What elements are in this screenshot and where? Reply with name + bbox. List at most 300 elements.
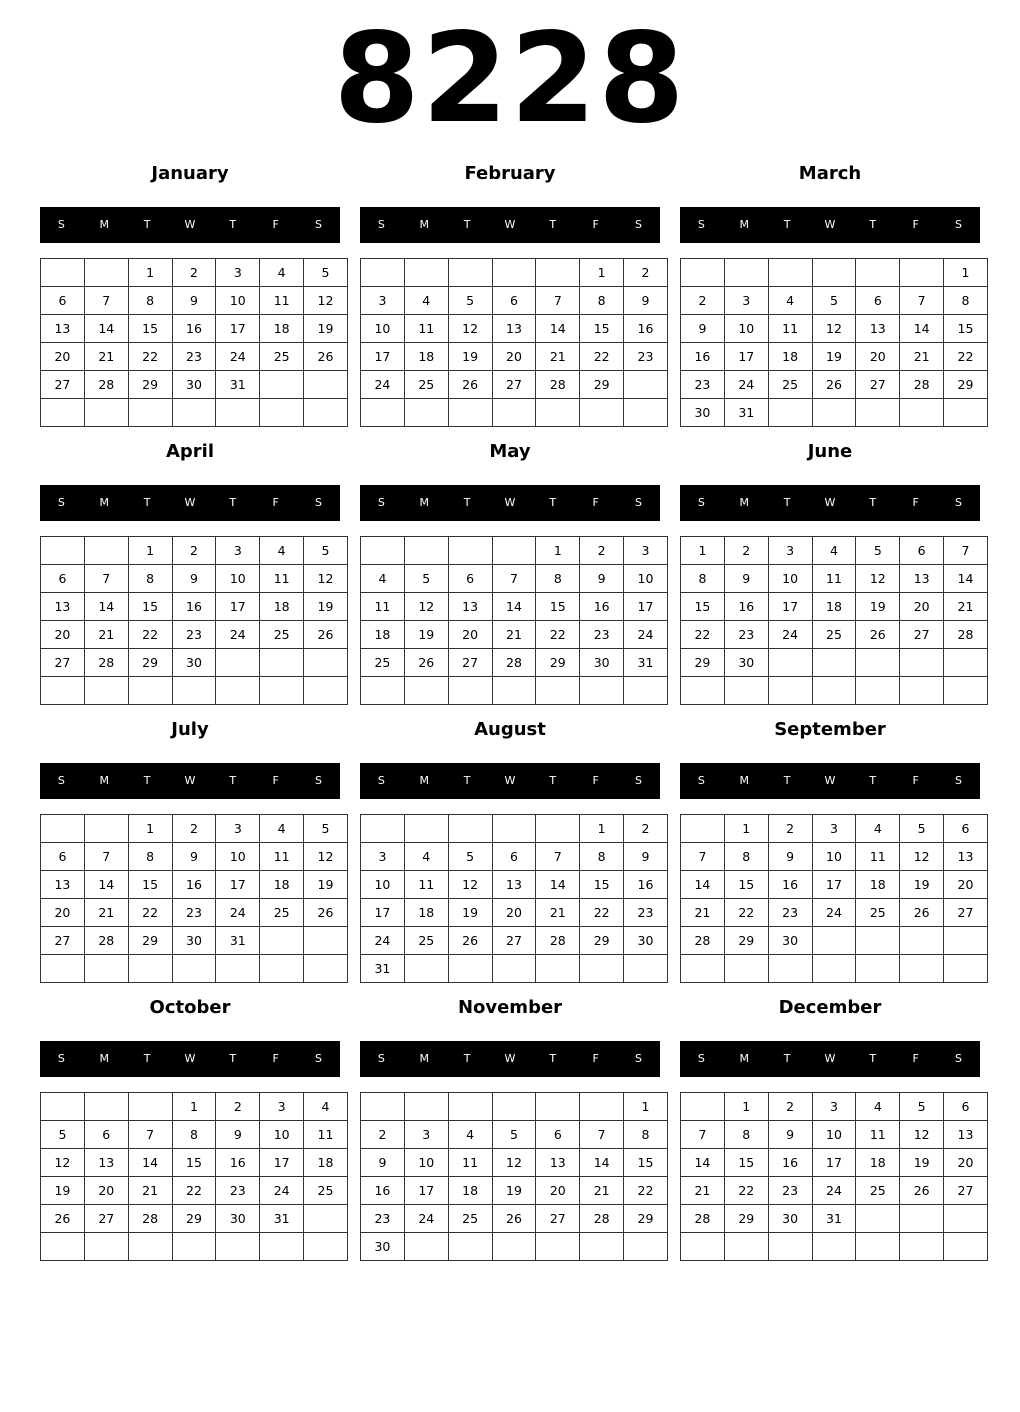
weekday-label: T	[229, 496, 237, 509]
day-cell: 20	[944, 1149, 988, 1177]
day-cell: 21	[84, 343, 128, 371]
day-cell: 10	[216, 843, 260, 871]
day-cell	[128, 1093, 172, 1121]
day-cell	[304, 927, 348, 955]
weekday-label: T	[463, 1052, 471, 1065]
day-cell	[404, 955, 448, 983]
day-cell: 3	[812, 815, 856, 843]
day-cell	[856, 649, 900, 677]
day-cell	[536, 677, 580, 705]
day-cell: 7	[84, 287, 128, 315]
day-cell: 11	[404, 871, 448, 899]
day-cell: 30	[681, 399, 725, 427]
day-cell: 5	[304, 259, 348, 287]
week-row	[681, 371, 988, 399]
weekday-label: S	[57, 1052, 65, 1065]
weekday-header	[360, 1041, 660, 1077]
day-cell	[580, 677, 624, 705]
month-name: June	[807, 441, 853, 462]
day-cell: 31	[361, 955, 405, 983]
day-cell	[41, 259, 85, 287]
weekday-label: S	[377, 774, 385, 787]
weekday-label: T	[549, 496, 557, 509]
day-cell	[41, 815, 85, 843]
day-cell: 23	[361, 1205, 405, 1233]
day-cell: 14	[84, 871, 128, 899]
weekday-label: W	[824, 774, 836, 787]
day-cell: 25	[260, 899, 304, 927]
day-cell: 18	[304, 1149, 348, 1177]
day-cell: 22	[580, 343, 624, 371]
day-cell: 13	[856, 315, 900, 343]
weekday-label: W	[824, 1052, 836, 1065]
day-cell	[900, 649, 944, 677]
month-name: August	[474, 719, 546, 740]
day-cell	[216, 955, 260, 983]
day-cell: 29	[128, 371, 172, 399]
day-cell: 3	[216, 537, 260, 565]
day-cell: 27	[41, 927, 85, 955]
day-cell: 25	[812, 621, 856, 649]
weekday-label: S	[697, 774, 705, 787]
day-cell: 16	[624, 315, 668, 343]
day-cell	[304, 1205, 348, 1233]
day-cell: 18	[260, 315, 304, 343]
day-cell	[448, 259, 492, 287]
day-cell: 9	[624, 843, 668, 871]
day-cell	[304, 371, 348, 399]
day-cell: 29	[624, 1205, 668, 1233]
day-cell: 14	[128, 1149, 172, 1177]
day-cell: 28	[681, 1205, 725, 1233]
day-cell	[304, 399, 348, 427]
day-cell: 4	[768, 287, 812, 315]
day-cell: 31	[216, 371, 260, 399]
day-cell: 14	[536, 871, 580, 899]
day-cell	[84, 815, 128, 843]
week-row	[41, 1233, 348, 1261]
day-cell: 10	[812, 1121, 856, 1149]
day-cell	[900, 259, 944, 287]
day-cell: 19	[448, 899, 492, 927]
weekday-label: T	[229, 1052, 237, 1065]
day-cell: 16	[216, 1149, 260, 1177]
day-cell: 29	[580, 927, 624, 955]
day-cell: 12	[41, 1149, 85, 1177]
day-cell: 10	[361, 871, 405, 899]
day-cell	[128, 955, 172, 983]
day-cell: 18	[856, 871, 900, 899]
day-cell: 19	[492, 1177, 536, 1205]
day-cell: 25	[404, 927, 448, 955]
day-cell: 8	[536, 565, 580, 593]
month-name: July	[171, 719, 209, 740]
day-cell	[404, 1093, 448, 1121]
day-cell	[856, 927, 900, 955]
weekday-label: S	[954, 218, 962, 231]
day-cell: 28	[536, 371, 580, 399]
weekday-label: F	[912, 774, 919, 787]
day-cell: 10	[361, 315, 405, 343]
day-cell: 17	[812, 1149, 856, 1177]
week-row	[361, 537, 668, 565]
day-cell: 30	[172, 649, 216, 677]
day-cell: 11	[856, 1121, 900, 1149]
day-cell: 11	[856, 843, 900, 871]
day-cell: 7	[580, 1121, 624, 1149]
weekday-label: S	[634, 774, 642, 787]
day-cell	[944, 1233, 988, 1261]
day-cell: 6	[41, 843, 85, 871]
day-cell: 24	[260, 1177, 304, 1205]
day-cell: 13	[41, 871, 85, 899]
week-row	[361, 315, 668, 343]
day-cell	[580, 1233, 624, 1261]
week-row	[681, 315, 988, 343]
day-cell: 2	[624, 815, 668, 843]
day-cell: 23	[172, 899, 216, 927]
day-cell	[768, 677, 812, 705]
day-cell: 29	[128, 649, 172, 677]
day-cell: 27	[536, 1205, 580, 1233]
day-cell: 9	[361, 1149, 405, 1177]
day-cell: 20	[41, 343, 85, 371]
day-cell: 4	[260, 537, 304, 565]
day-cell: 6	[492, 843, 536, 871]
day-cell: 14	[536, 315, 580, 343]
day-cell: 6	[41, 287, 85, 315]
weekday-label: T	[869, 218, 877, 231]
day-cell: 21	[128, 1177, 172, 1205]
day-cell	[681, 1093, 725, 1121]
weekday-label: F	[272, 774, 279, 787]
weekday-label: M	[99, 1052, 110, 1065]
day-cell: 4	[304, 1093, 348, 1121]
day-cell: 23	[216, 1177, 260, 1205]
day-cell	[681, 815, 725, 843]
day-cell: 24	[768, 621, 812, 649]
day-cell	[812, 1233, 856, 1261]
weekday-header	[680, 1041, 980, 1077]
week-row	[361, 259, 668, 287]
week-row	[681, 899, 988, 927]
week-row	[361, 1177, 668, 1205]
day-cell: 20	[536, 1177, 580, 1205]
day-cell: 5	[304, 815, 348, 843]
weekday-label: S	[634, 496, 642, 509]
day-cell: 2	[724, 537, 768, 565]
day-cell	[448, 1093, 492, 1121]
day-cell	[768, 955, 812, 983]
day-cell: 30	[172, 371, 216, 399]
day-cell	[304, 649, 348, 677]
day-cell: 19	[404, 621, 448, 649]
weekday-label: T	[143, 496, 151, 509]
day-cell: 23	[172, 621, 216, 649]
day-cell	[361, 537, 405, 565]
day-cell: 6	[84, 1121, 128, 1149]
day-cell	[624, 399, 668, 427]
day-cell	[172, 955, 216, 983]
day-cell	[580, 399, 624, 427]
day-cell: 15	[128, 593, 172, 621]
day-cell	[304, 677, 348, 705]
weekday-label: T	[869, 1052, 877, 1065]
day-cell: 29	[724, 1205, 768, 1233]
day-cell: 21	[580, 1177, 624, 1205]
week-row	[41, 815, 348, 843]
day-cell	[260, 1233, 304, 1261]
day-cell	[404, 1233, 448, 1261]
day-cell: 6	[536, 1121, 580, 1149]
week-row	[361, 1233, 668, 1261]
week-row	[361, 1121, 668, 1149]
week-row	[681, 621, 988, 649]
day-cell: 16	[724, 593, 768, 621]
day-cell: 5	[492, 1121, 536, 1149]
day-cell: 25	[856, 899, 900, 927]
day-cell: 24	[404, 1205, 448, 1233]
day-cell: 1	[172, 1093, 216, 1121]
day-cell	[128, 1233, 172, 1261]
day-cell: 20	[944, 871, 988, 899]
day-cell	[361, 677, 405, 705]
day-cell: 27	[856, 371, 900, 399]
week-row	[361, 621, 668, 649]
day-cell: 26	[448, 371, 492, 399]
week-row	[41, 315, 348, 343]
day-cell: 20	[448, 621, 492, 649]
day-cell: 7	[944, 537, 988, 565]
day-cell: 27	[41, 649, 85, 677]
day-cell: 13	[84, 1149, 128, 1177]
day-grid	[680, 1092, 988, 1261]
week-row	[681, 343, 988, 371]
weekday-label: W	[824, 218, 836, 231]
day-cell: 27	[492, 371, 536, 399]
day-cell: 12	[448, 315, 492, 343]
day-cell: 30	[724, 649, 768, 677]
day-cell: 21	[681, 899, 725, 927]
day-cell	[172, 399, 216, 427]
day-cell: 13	[448, 593, 492, 621]
week-row	[361, 899, 668, 927]
weekday-label: T	[783, 774, 791, 787]
day-cell: 8	[172, 1121, 216, 1149]
day-cell	[812, 955, 856, 983]
day-cell: 9	[172, 287, 216, 315]
weekday-label: M	[419, 218, 430, 231]
weekday-label: F	[272, 1052, 279, 1065]
day-cell: 15	[536, 593, 580, 621]
day-cell: 30	[216, 1205, 260, 1233]
day-cell: 10	[216, 565, 260, 593]
day-cell: 11	[260, 565, 304, 593]
day-cell: 1	[724, 815, 768, 843]
day-cell	[812, 927, 856, 955]
day-cell: 11	[812, 565, 856, 593]
weekday-label: T	[463, 218, 471, 231]
day-cell: 25	[448, 1205, 492, 1233]
day-cell	[84, 955, 128, 983]
day-cell: 23	[624, 343, 668, 371]
day-cell	[624, 1233, 668, 1261]
day-cell: 10	[624, 565, 668, 593]
day-cell: 23	[724, 621, 768, 649]
weekday-label: M	[419, 496, 430, 509]
day-cell: 28	[681, 927, 725, 955]
weekday-label: S	[697, 218, 705, 231]
day-cell: 24	[216, 343, 260, 371]
day-cell: 23	[172, 343, 216, 371]
day-cell	[812, 677, 856, 705]
day-cell: 2	[361, 1121, 405, 1149]
weekday-label: S	[634, 218, 642, 231]
week-row	[681, 259, 988, 287]
week-row	[681, 537, 988, 565]
weekday-label: W	[504, 1052, 516, 1065]
day-cell: 19	[900, 871, 944, 899]
day-cell: 25	[361, 649, 405, 677]
weekday-label: M	[419, 774, 430, 787]
day-cell: 14	[84, 315, 128, 343]
day-cell: 3	[216, 815, 260, 843]
day-cell: 21	[536, 343, 580, 371]
day-cell	[361, 399, 405, 427]
day-cell: 6	[856, 287, 900, 315]
week-row	[361, 843, 668, 871]
weekday-label: S	[57, 774, 65, 787]
day-cell: 3	[768, 537, 812, 565]
weekday-label: S	[697, 496, 705, 509]
week-row	[41, 621, 348, 649]
day-cell	[624, 955, 668, 983]
day-cell: 22	[172, 1177, 216, 1205]
day-cell	[812, 649, 856, 677]
day-cell: 17	[404, 1177, 448, 1205]
day-cell: 22	[681, 621, 725, 649]
day-cell: 18	[260, 593, 304, 621]
day-cell: 19	[41, 1177, 85, 1205]
day-cell: 8	[128, 565, 172, 593]
day-cell: 15	[681, 593, 725, 621]
day-cell: 29	[681, 649, 725, 677]
day-cell: 6	[900, 537, 944, 565]
month-name: October	[149, 997, 231, 1018]
day-cell: 22	[580, 899, 624, 927]
day-cell: 28	[128, 1205, 172, 1233]
day-cell: 12	[304, 843, 348, 871]
day-cell: 4	[361, 565, 405, 593]
day-cell	[944, 399, 988, 427]
day-cell: 22	[128, 899, 172, 927]
week-row	[361, 871, 668, 899]
day-cell: 26	[304, 899, 348, 927]
day-cell: 6	[492, 287, 536, 315]
day-cell: 28	[536, 927, 580, 955]
weekday-label: T	[783, 496, 791, 509]
year-title: 8228	[333, 7, 687, 151]
week-row	[681, 649, 988, 677]
day-cell: 17	[361, 899, 405, 927]
weekday-label: F	[272, 218, 279, 231]
day-cell: 14	[944, 565, 988, 593]
day-cell: 19	[812, 343, 856, 371]
week-row	[41, 1121, 348, 1149]
weekday-label: T	[463, 496, 471, 509]
weekday-label: S	[634, 1052, 642, 1065]
day-cell: 15	[624, 1149, 668, 1177]
day-grid	[40, 1092, 348, 1261]
weekday-label: S	[377, 496, 385, 509]
day-cell: 5	[900, 815, 944, 843]
day-cell: 27	[448, 649, 492, 677]
weekday-label: M	[99, 218, 110, 231]
day-cell	[404, 537, 448, 565]
day-cell: 4	[404, 287, 448, 315]
day-cell: 12	[900, 1121, 944, 1149]
day-cell: 19	[304, 871, 348, 899]
day-cell: 9	[580, 565, 624, 593]
week-row	[681, 1121, 988, 1149]
weekday-label: F	[592, 774, 599, 787]
weekday-label: T	[229, 218, 237, 231]
day-cell	[84, 259, 128, 287]
day-cell: 26	[304, 621, 348, 649]
day-cell: 15	[580, 871, 624, 899]
day-cell: 15	[172, 1149, 216, 1177]
day-cell	[172, 1233, 216, 1261]
day-cell: 21	[84, 899, 128, 927]
day-cell: 5	[856, 537, 900, 565]
day-grid	[680, 536, 988, 705]
weekday-label: W	[504, 774, 516, 787]
week-row	[681, 1093, 988, 1121]
day-cell: 6	[41, 565, 85, 593]
day-cell: 8	[128, 287, 172, 315]
day-cell: 18	[361, 621, 405, 649]
weekday-label: T	[143, 218, 151, 231]
day-cell	[724, 677, 768, 705]
day-cell: 16	[361, 1177, 405, 1205]
day-cell	[536, 399, 580, 427]
weekday-label: T	[549, 218, 557, 231]
day-cell: 25	[260, 343, 304, 371]
day-cell: 8	[724, 1121, 768, 1149]
week-row	[41, 1093, 348, 1121]
day-cell	[361, 815, 405, 843]
weekday-label: W	[184, 1052, 196, 1065]
day-cell: 27	[492, 927, 536, 955]
day-cell: 7	[492, 565, 536, 593]
day-cell: 14	[492, 593, 536, 621]
day-cell: 30	[580, 649, 624, 677]
weekday-header	[680, 485, 980, 521]
day-cell: 27	[900, 621, 944, 649]
day-cell: 7	[128, 1121, 172, 1149]
day-cell: 15	[128, 871, 172, 899]
day-cell: 15	[724, 1149, 768, 1177]
day-cell: 1	[580, 815, 624, 843]
day-cell: 15	[944, 315, 988, 343]
weekday-header	[40, 207, 340, 243]
week-row	[681, 843, 988, 871]
weekday-label: T	[143, 774, 151, 787]
day-cell	[84, 1233, 128, 1261]
week-row	[681, 593, 988, 621]
day-cell: 14	[900, 315, 944, 343]
day-cell: 11	[448, 1149, 492, 1177]
